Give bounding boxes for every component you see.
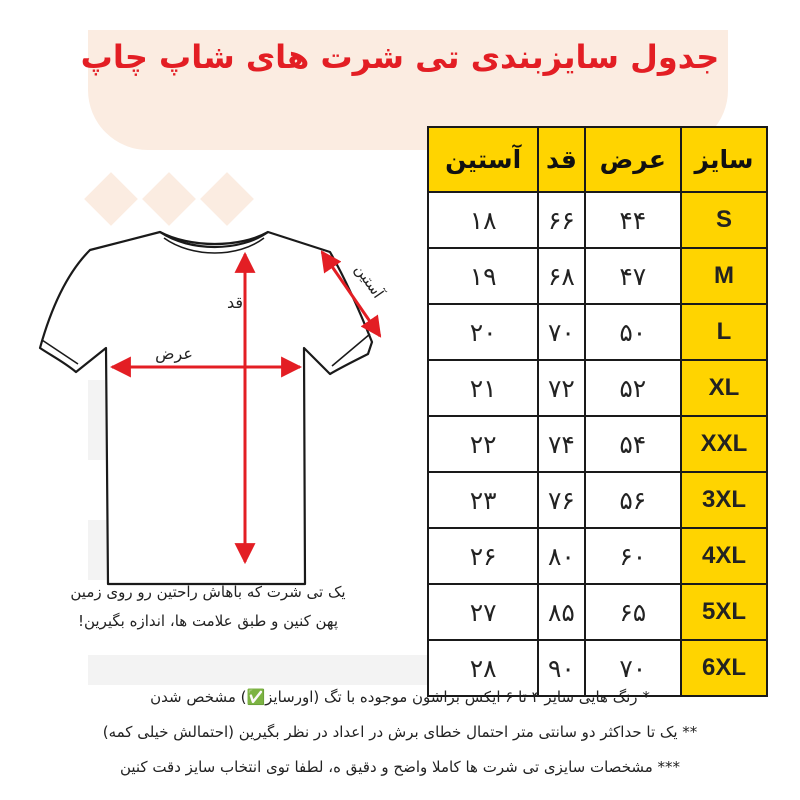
height-cell: ۷۶ xyxy=(538,472,584,528)
size-cell: 3XL xyxy=(681,472,767,528)
height-cell: ۶۸ xyxy=(538,248,584,304)
footnote: ** یک تا حداکثر دو سانتی متر احتمال خطای برش در اعداد در نظر بگیرین (احتمالش خیلی کمه) xyxy=(102,723,698,741)
sleeve-label: آستین xyxy=(351,260,388,302)
width-cell: ۵۲ xyxy=(585,360,681,416)
width-cell: ۶۰ xyxy=(585,528,681,584)
table-row xyxy=(428,248,767,304)
height-cell: ۷۰ xyxy=(538,304,584,360)
header-size: سایز xyxy=(681,127,767,192)
size-cell: XL xyxy=(681,360,767,416)
width-cell: ۴۷ xyxy=(585,248,681,304)
tshirt-outline xyxy=(40,232,372,584)
table-row xyxy=(428,472,767,528)
instruction-line: پهن کنین و طبق علامت ها، اندازه بگیرین! xyxy=(77,612,339,630)
size-cell: S xyxy=(681,192,767,248)
sleeve-cell: ۲۸ xyxy=(428,640,538,696)
table-row xyxy=(428,416,767,472)
width-cell: ۴۴ xyxy=(585,192,681,248)
sleeve-cell: ۲۲ xyxy=(428,416,538,472)
sleeve-cell: ۱۹ xyxy=(428,248,538,304)
height-cell: ۷۴ xyxy=(538,416,584,472)
size-cell: L xyxy=(681,304,767,360)
header-height: قد xyxy=(538,127,584,192)
size-cell: 4XL xyxy=(681,528,767,584)
sleeve-cell: ۲۰ xyxy=(428,304,538,360)
height-cell: ۷۲ xyxy=(538,360,584,416)
table-row xyxy=(428,584,767,640)
size-cell: XXL xyxy=(681,416,767,472)
measuring-instruction xyxy=(28,578,388,636)
size-cell: 6XL xyxy=(681,640,767,696)
height-cell: ۸۰ xyxy=(538,528,584,584)
width-label: عرض xyxy=(155,344,193,363)
width-cell: ۷۰ xyxy=(585,640,681,696)
instruction-line: یک تی شرت که باهاش راحتین رو روی زمین xyxy=(70,583,346,601)
footnote: * رنگ هایی سایز ۴ تا ۶ ایکس براشون موجوده با تگ (اورسایز✅) مشخص شدن xyxy=(150,688,650,706)
size-cell: 5XL xyxy=(681,584,767,640)
table-row xyxy=(428,304,767,360)
decor-bar xyxy=(88,655,428,685)
table-header-row xyxy=(428,127,767,192)
height-label: قد xyxy=(226,293,244,312)
header-width: عرض xyxy=(585,127,681,192)
table-row xyxy=(428,360,767,416)
header-sleeve: آستین xyxy=(428,127,538,192)
size-cell: M xyxy=(681,248,767,304)
decor-dot xyxy=(84,172,138,226)
sleeve-cell: ۱۸ xyxy=(428,192,538,248)
decor-dot xyxy=(142,172,196,226)
height-cell: ۹۰ xyxy=(538,640,584,696)
sleeve-cell: ۲۳ xyxy=(428,472,538,528)
sleeve-cell: ۲۷ xyxy=(428,584,538,640)
tshirt-diagram xyxy=(30,222,410,592)
height-cell: ۶۶ xyxy=(538,192,584,248)
width-cell: ۵۴ xyxy=(585,416,681,472)
page-title: جدول سایزبندی تی شرت های شاپ چاپ xyxy=(80,38,720,76)
footnote: *** مشخصات سایزی تی شرت ها کاملا واضح و دقیق ه، لطفا توی انتخاب سایز دقت کنین xyxy=(119,758,681,776)
table-row xyxy=(428,528,767,584)
width-cell: ۵۶ xyxy=(585,472,681,528)
width-cell: ۵۰ xyxy=(585,304,681,360)
sleeve-cell: ۲۱ xyxy=(428,360,538,416)
width-cell: ۶۵ xyxy=(585,584,681,640)
table-row xyxy=(428,192,767,248)
decor-dot xyxy=(200,172,254,226)
height-cell: ۸۵ xyxy=(538,584,584,640)
sleeve-cell: ۲۶ xyxy=(428,528,538,584)
size-table xyxy=(427,126,768,697)
